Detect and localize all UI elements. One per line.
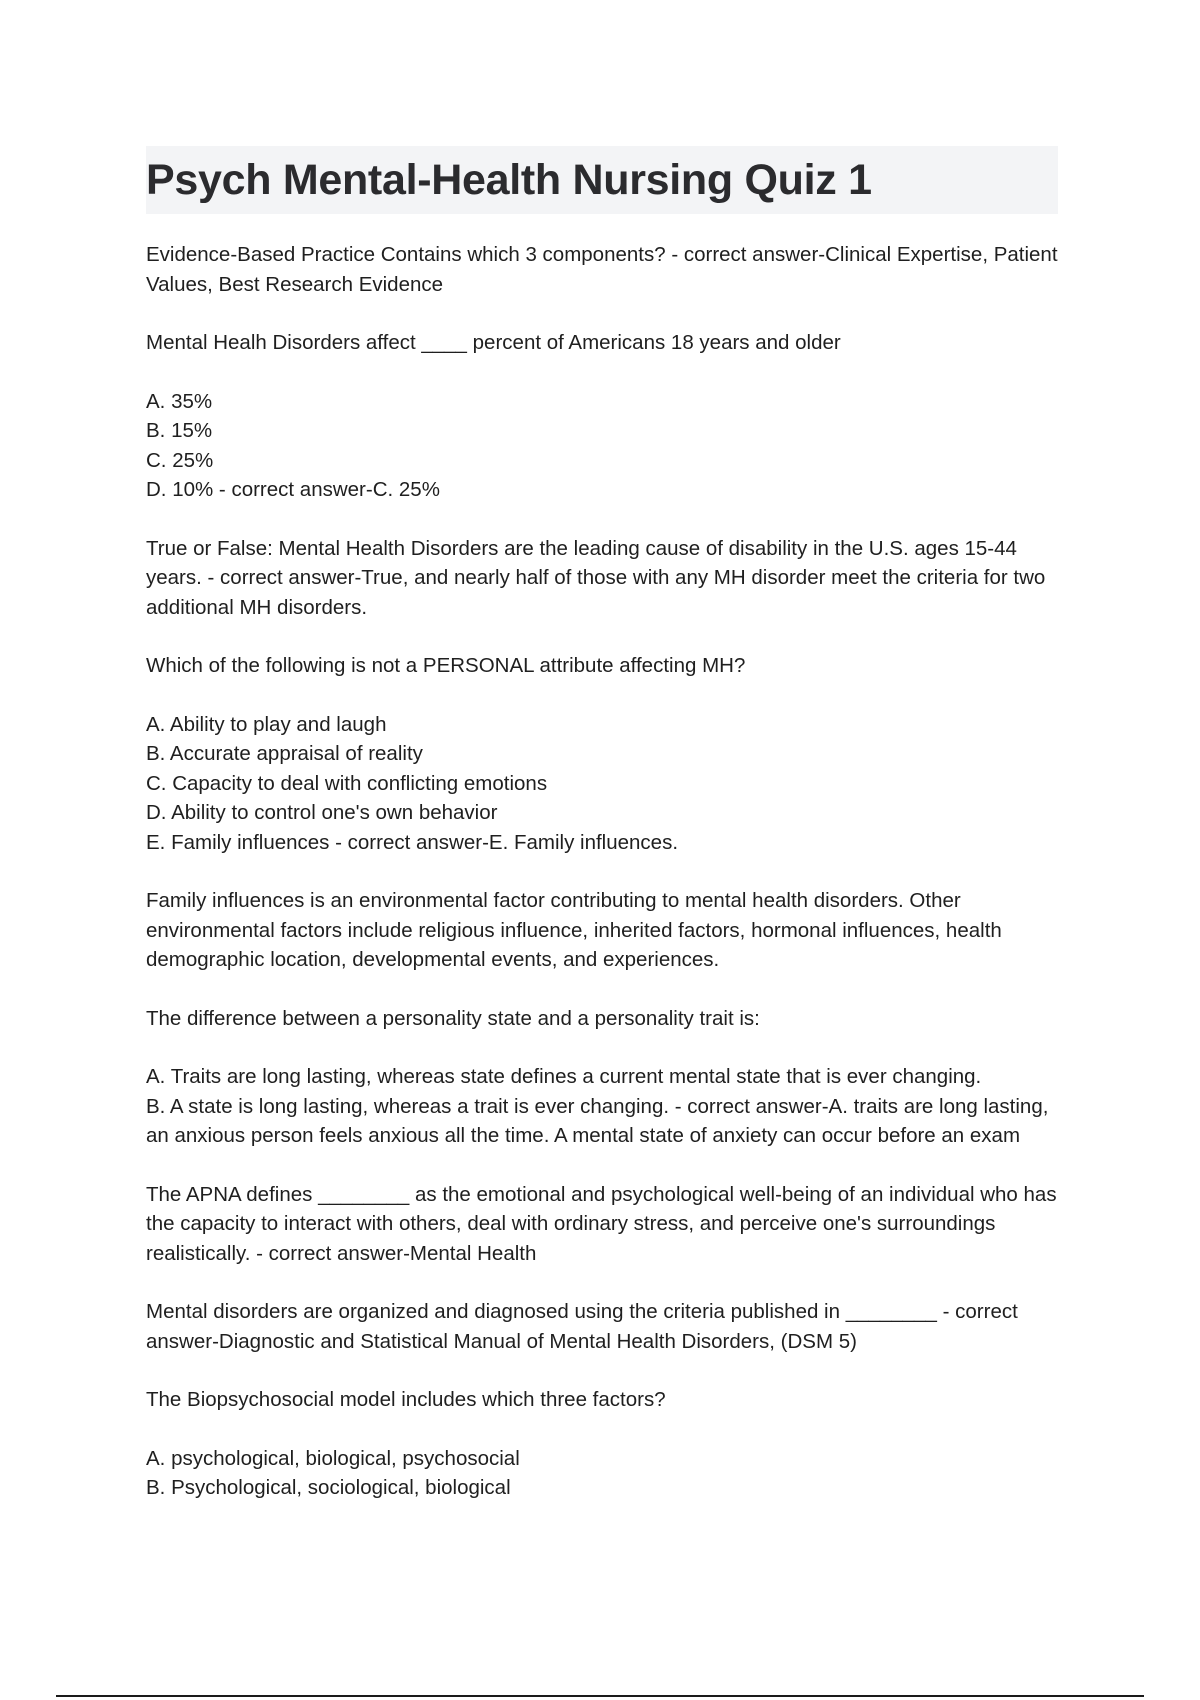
question-5-options	[146, 1062, 1058, 1151]
question-text: The difference between a personality state and a personality trait is:	[146, 1006, 760, 1030]
option: C. Capacity to deal with conflicting emotions	[146, 771, 548, 795]
question-text: Evidence-Based Practice Contains which 3 components? - correct answer-Clinical Expertise, Patient Values, Best Research Evidence	[146, 243, 1058, 296]
question-1	[146, 240, 1058, 299]
question-text: The APNA defines ________ as the emotional and psychological well-being of an individual who has the capacity to interact with others, deal with ordinary stress, and perceive one's surroundings realistically. - correct answer-Mental Health	[146, 1182, 1057, 1265]
option: A. 35%	[146, 389, 213, 413]
option: B. Psychological, sociological, biological	[146, 1476, 511, 1499]
option: E. Family influences - correct answer-E. Family influences.	[146, 830, 679, 854]
question-6	[146, 1180, 1058, 1269]
explanation-text: Family influences is an environmental factor contributing to mental health disorders. Other environmental factors include religious influence, inherited factors, hormonal influences, health demographic location, developmental events, and experiences.	[146, 889, 1002, 971]
question-text: True or False: Mental Health Disorders are the leading cause of disability in the U.S. ages 15-44 years. - correct answer-True, and nearly half of those with any MH disorder meet the criteria for two additional MH disorders.	[146, 536, 1046, 619]
option: A. Traits are long lasting, whereas state defines a current mental state that is ever changing.	[146, 1065, 982, 1088]
option: B. 15%	[146, 419, 213, 442]
question-4-options	[146, 710, 1058, 858]
option: A. psychological, biological, psychosocial	[146, 1446, 520, 1470]
option: C. 25%	[146, 448, 214, 472]
question-text: Which of the following is not a PERSONAL attribute affecting MH?	[146, 654, 746, 677]
footer-divider	[56, 1695, 1144, 1697]
question-text: Mental Healh Disorders affect ____ percent of Americans 18 years and older	[146, 331, 841, 354]
title-banner	[146, 146, 1058, 214]
question-4	[146, 651, 1058, 681]
question-2-options	[146, 387, 1058, 505]
question-2	[146, 328, 1058, 358]
page-title: Psych Mental-Health Nursing Quiz 1	[146, 155, 872, 204]
option: D. Ability to control one's own behavior	[146, 801, 498, 824]
question-text: Mental disorders are organized and diagnosed using the criteria published in ________ - correct answer-Diagnostic and Statistical Manual of Mental Health Disorders, (DSM 5)	[146, 1300, 1018, 1353]
option: D. 10% - correct answer-C. 25%	[146, 478, 440, 501]
option: B. Accurate appraisal of reality	[146, 742, 423, 765]
question-8-options	[146, 1444, 1058, 1503]
question-4-explanation	[146, 886, 1058, 975]
option: B. A state is long lasting, whereas a trait is ever changing. - correct answer-A. traits are long lasting, an anxious person feels anxious all the time. A mental state of anxiety can occur before an exam	[146, 1094, 1049, 1147]
option: A. Ability to play and laugh	[146, 712, 387, 736]
document-page	[146, 146, 1058, 1532]
question-3	[146, 534, 1058, 623]
question-5	[146, 1004, 1058, 1034]
question-text: The Biopsychosocial model includes which three factors?	[146, 1388, 666, 1411]
question-7	[146, 1297, 1058, 1356]
question-8	[146, 1385, 1058, 1415]
